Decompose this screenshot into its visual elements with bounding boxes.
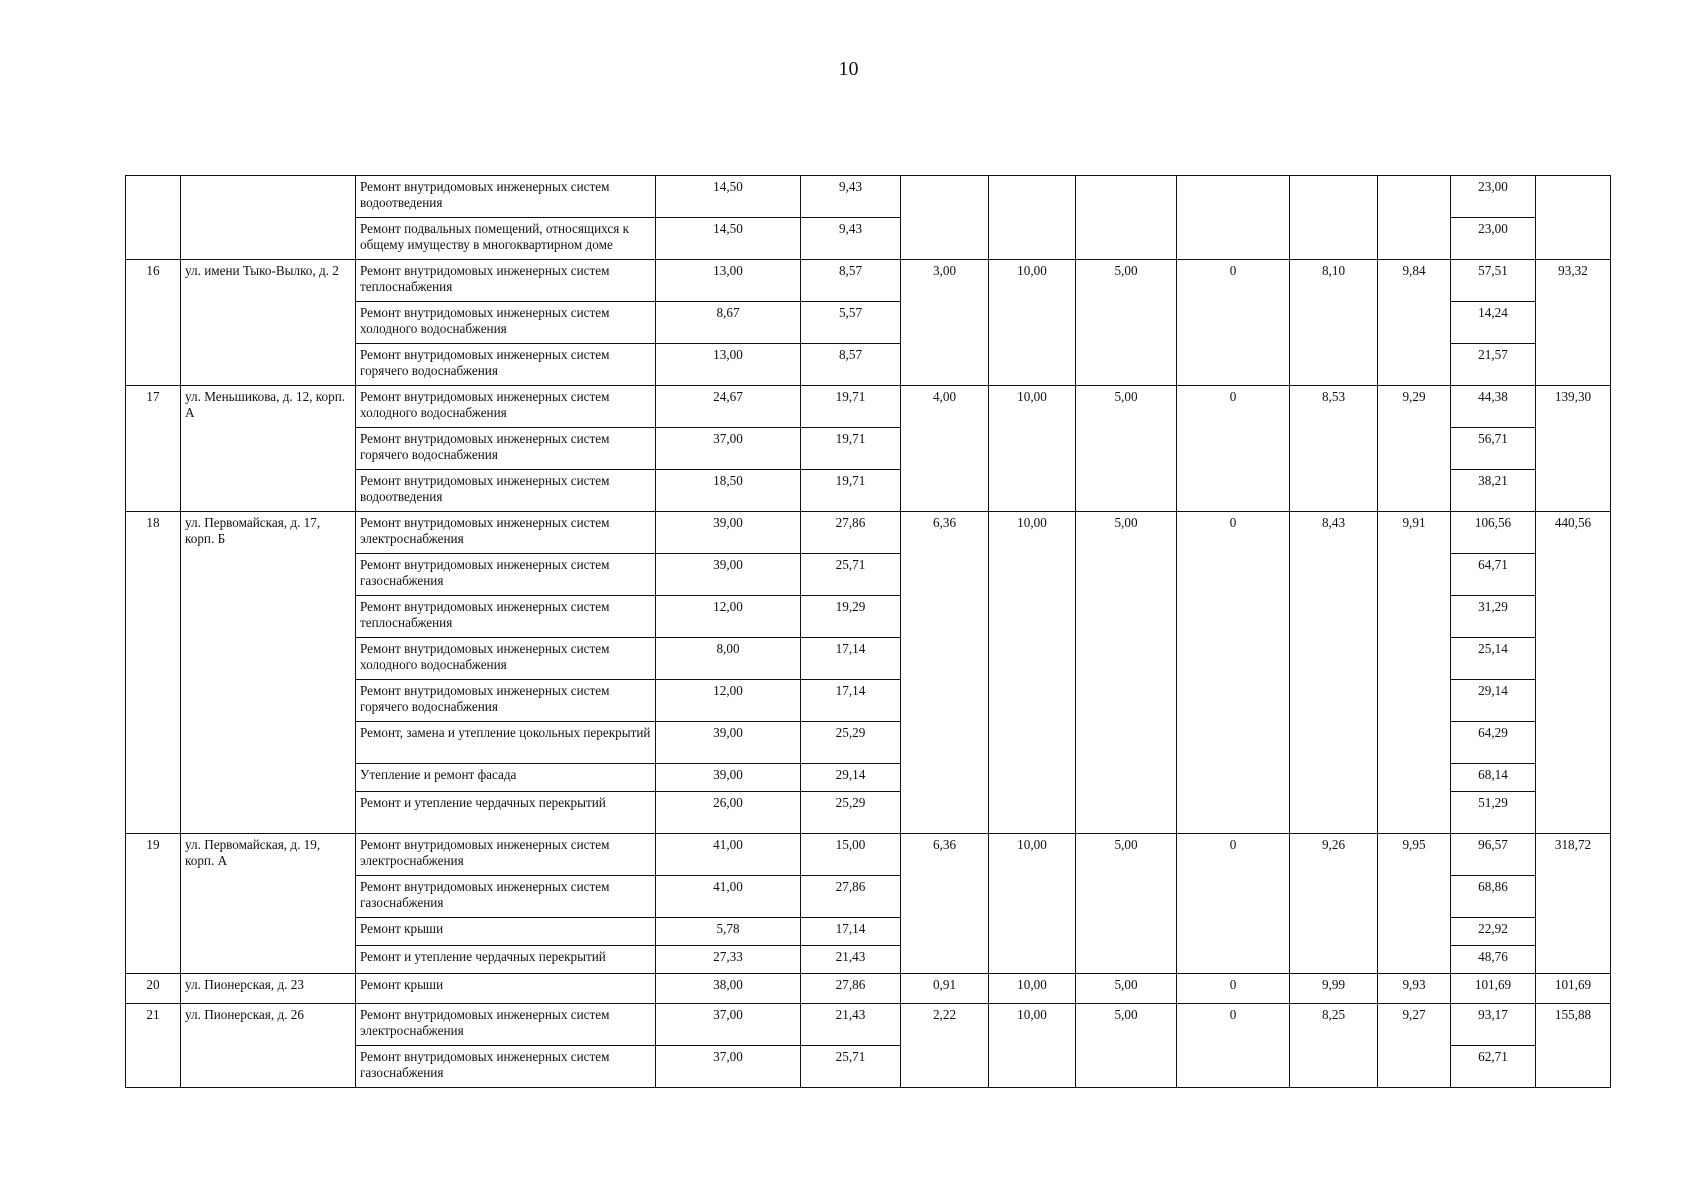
value-cell-2: 21,43 — [801, 946, 901, 974]
value-cell-1: 39,00 — [656, 554, 801, 596]
shared-value-col9: 9,26 — [1290, 834, 1378, 974]
shared-value-col7: 5,00 — [1076, 1004, 1177, 1088]
shared-value-col8: 0 — [1177, 1004, 1290, 1088]
row-sum-cell: 25,14 — [1451, 638, 1536, 680]
shared-value-col8: 0 — [1177, 834, 1290, 974]
value-cell-1: 8,67 — [656, 302, 801, 344]
row-sum-cell: 38,21 — [1451, 470, 1536, 512]
work-type-cell: Ремонт внутридомовых инженерных систем горячего водоснабжения — [356, 680, 656, 722]
work-type-cell: Ремонт внутридомовых инженерных систем теплоснабжения — [356, 260, 656, 302]
value-cell-2: 19,71 — [801, 386, 901, 428]
table-body — [126, 176, 1611, 1088]
row-sum-cell: 21,57 — [1451, 344, 1536, 386]
work-type-cell: Ремонт внутридомовых инженерных систем газоснабжения — [356, 1046, 656, 1088]
shared-value-col8: 0 — [1177, 512, 1290, 834]
row-sum-cell: 23,00 — [1451, 218, 1536, 260]
row-sum-cell: 48,76 — [1451, 946, 1536, 974]
table-row — [126, 834, 1611, 876]
shared-value-col6: 10,00 — [989, 1004, 1076, 1088]
value-cell-2: 25,71 — [801, 1046, 901, 1088]
row-sum-cell: 31,29 — [1451, 596, 1536, 638]
shared-value-col5: 6,36 — [901, 512, 989, 834]
value-cell-1: 39,00 — [656, 722, 801, 764]
value-cell-1: 12,00 — [656, 596, 801, 638]
address-cell: ул. Пионерская, д. 23 — [181, 974, 356, 1004]
value-cell-1: 18,50 — [656, 470, 801, 512]
shared-value-col9: 9,99 — [1290, 974, 1378, 1004]
shared-value-col9 — [1290, 176, 1378, 260]
table-row — [126, 176, 1611, 218]
total-cell: 318,72 — [1536, 834, 1611, 974]
work-type-cell: Ремонт внутридомовых инженерных систем газоснабжения — [356, 876, 656, 918]
row-sum-cell: 68,14 — [1451, 764, 1536, 792]
address-cell: ул. Меньшикова, д. 12, корп. А — [181, 386, 356, 512]
row-sum-cell: 29,14 — [1451, 680, 1536, 722]
value-cell-1: 26,00 — [656, 792, 801, 834]
value-cell-1: 37,00 — [656, 428, 801, 470]
shared-value-col7: 5,00 — [1076, 386, 1177, 512]
value-cell-1: 13,00 — [656, 260, 801, 302]
row-sum-cell: 51,29 — [1451, 792, 1536, 834]
item-number-cell: 20 — [126, 974, 181, 1004]
row-sum-cell: 14,24 — [1451, 302, 1536, 344]
row-sum-cell: 56,71 — [1451, 428, 1536, 470]
table-row — [126, 260, 1611, 302]
value-cell-2: 8,57 — [801, 260, 901, 302]
value-cell-2: 17,14 — [801, 638, 901, 680]
value-cell-2: 9,43 — [801, 176, 901, 218]
address-cell: ул. Первомайская, д. 19, корп. А — [181, 834, 356, 974]
shared-value-col7: 5,00 — [1076, 974, 1177, 1004]
total-cell: 101,69 — [1536, 974, 1611, 1004]
shared-value-col10: 9,29 — [1378, 386, 1451, 512]
value-cell-1: 37,00 — [656, 1004, 801, 1046]
work-type-cell: Ремонт, замена и утепление цокольных перекрытий — [356, 722, 656, 764]
shared-value-col6: 10,00 — [989, 834, 1076, 974]
value-cell-1: 39,00 — [656, 764, 801, 792]
value-cell-1: 37,00 — [656, 1046, 801, 1088]
row-sum-cell: 57,51 — [1451, 260, 1536, 302]
address-cell: ул. Пионерская, д. 26 — [181, 1004, 356, 1088]
value-cell-1: 13,00 — [656, 344, 801, 386]
row-sum-cell: 23,00 — [1451, 176, 1536, 218]
row-sum-cell: 93,17 — [1451, 1004, 1536, 1046]
shared-value-col8: 0 — [1177, 974, 1290, 1004]
value-cell-1: 39,00 — [656, 512, 801, 554]
work-type-cell: Утепление и ремонт фасада — [356, 764, 656, 792]
address-cell: ул. Первомайская, д. 17, корп. Б — [181, 512, 356, 834]
work-type-cell: Ремонт внутридомовых инженерных систем холодного водоснабжения — [356, 302, 656, 344]
value-cell-2: 19,71 — [801, 428, 901, 470]
shared-value-col5 — [901, 176, 989, 260]
shared-value-col10: 9,95 — [1378, 834, 1451, 974]
table-row — [126, 512, 1611, 554]
value-cell-1: 41,00 — [656, 834, 801, 876]
shared-value-col7: 5,00 — [1076, 260, 1177, 386]
value-cell-2: 19,71 — [801, 470, 901, 512]
value-cell-1: 14,50 — [656, 218, 801, 260]
item-number-cell: 17 — [126, 386, 181, 512]
value-cell-1: 27,33 — [656, 946, 801, 974]
shared-value-col6: 10,00 — [989, 974, 1076, 1004]
shared-value-col5: 0,91 — [901, 974, 989, 1004]
value-cell-2: 21,43 — [801, 1004, 901, 1046]
value-cell-2: 8,57 — [801, 344, 901, 386]
value-cell-1: 5,78 — [656, 918, 801, 946]
item-number-cell: 16 — [126, 260, 181, 386]
row-sum-cell: 64,29 — [1451, 722, 1536, 764]
table-row — [126, 1004, 1611, 1046]
work-type-cell: Ремонт внутридомовых инженерных систем горячего водоснабжения — [356, 344, 656, 386]
value-cell-2: 27,86 — [801, 876, 901, 918]
shared-value-col10: 9,84 — [1378, 260, 1451, 386]
row-sum-cell: 96,57 — [1451, 834, 1536, 876]
shared-value-col7: 5,00 — [1076, 834, 1177, 974]
shared-value-col6: 10,00 — [989, 260, 1076, 386]
work-type-cell: Ремонт и утепление чердачных перекрытий — [356, 946, 656, 974]
value-cell-1: 38,00 — [656, 974, 801, 1004]
value-cell-2: 29,14 — [801, 764, 901, 792]
value-cell-2: 17,14 — [801, 680, 901, 722]
total-cell — [1536, 176, 1611, 260]
shared-value-col10 — [1378, 176, 1451, 260]
total-cell: 139,30 — [1536, 386, 1611, 512]
shared-value-col8: 0 — [1177, 260, 1290, 386]
shared-value-col5: 2,22 — [901, 1004, 989, 1088]
work-type-cell: Ремонт внутридомовых инженерных систем водоотведения — [356, 470, 656, 512]
shared-value-col5: 4,00 — [901, 386, 989, 512]
row-sum-cell: 44,38 — [1451, 386, 1536, 428]
value-cell-1: 24,67 — [656, 386, 801, 428]
repair-schedule-table — [125, 175, 1611, 1088]
work-type-cell: Ремонт внутридомовых инженерных систем холодного водоснабжения — [356, 386, 656, 428]
table-row — [126, 386, 1611, 428]
table-row — [126, 974, 1611, 1004]
shared-value-col10: 9,93 — [1378, 974, 1451, 1004]
item-number-cell: 21 — [126, 1004, 181, 1088]
shared-value-col5: 3,00 — [901, 260, 989, 386]
value-cell-1: 41,00 — [656, 876, 801, 918]
row-sum-cell: 64,71 — [1451, 554, 1536, 596]
shared-value-col9: 8,10 — [1290, 260, 1378, 386]
row-sum-cell: 22,92 — [1451, 918, 1536, 946]
item-number-cell: 19 — [126, 834, 181, 974]
item-number-cell — [126, 176, 181, 260]
shared-value-col10: 9,27 — [1378, 1004, 1451, 1088]
value-cell-1: 14,50 — [656, 176, 801, 218]
value-cell-2: 19,29 — [801, 596, 901, 638]
work-type-cell: Ремонт крыши — [356, 918, 656, 946]
shared-value-col9: 8,43 — [1290, 512, 1378, 834]
row-sum-cell: 106,56 — [1451, 512, 1536, 554]
value-cell-2: 5,57 — [801, 302, 901, 344]
row-sum-cell: 101,69 — [1451, 974, 1536, 1004]
value-cell-2: 27,86 — [801, 974, 901, 1004]
page-number: 10 — [838, 58, 859, 80]
value-cell-2: 9,43 — [801, 218, 901, 260]
value-cell-2: 15,00 — [801, 834, 901, 876]
value-cell-2: 25,29 — [801, 792, 901, 834]
shared-value-col6: 10,00 — [989, 512, 1076, 834]
work-type-cell: Ремонт подвальных помещений, относящихся к общему имуществу в многоквартирном доме — [356, 218, 656, 260]
shared-value-col7 — [1076, 176, 1177, 260]
work-type-cell: Ремонт внутридомовых инженерных систем электроснабжения — [356, 834, 656, 876]
work-type-cell: Ремонт внутридомовых инженерных систем водоотведения — [356, 176, 656, 218]
item-number-cell: 18 — [126, 512, 181, 834]
work-type-cell: Ремонт и утепление чердачных перекрытий — [356, 792, 656, 834]
work-type-cell: Ремонт внутридомовых инженерных систем горячего водоснабжения — [356, 428, 656, 470]
work-type-cell: Ремонт крыши — [356, 974, 656, 1004]
shared-value-col9: 8,53 — [1290, 386, 1378, 512]
total-cell: 155,88 — [1536, 1004, 1611, 1088]
shared-value-col8: 0 — [1177, 386, 1290, 512]
shared-value-col7: 5,00 — [1076, 512, 1177, 834]
row-sum-cell: 68,86 — [1451, 876, 1536, 918]
row-sum-cell: 62,71 — [1451, 1046, 1536, 1088]
work-type-cell: Ремонт внутридомовых инженерных систем электроснабжения — [356, 512, 656, 554]
value-cell-2: 17,14 — [801, 918, 901, 946]
shared-value-col5: 6,36 — [901, 834, 989, 974]
value-cell-1: 12,00 — [656, 680, 801, 722]
value-cell-2: 25,71 — [801, 554, 901, 596]
address-cell — [181, 176, 356, 260]
shared-value-col6 — [989, 176, 1076, 260]
shared-value-col6: 10,00 — [989, 386, 1076, 512]
shared-value-col10: 9,91 — [1378, 512, 1451, 834]
work-type-cell: Ремонт внутридомовых инженерных систем газоснабжения — [356, 554, 656, 596]
value-cell-1: 8,00 — [656, 638, 801, 680]
work-type-cell: Ремонт внутридомовых инженерных систем теплоснабжения — [356, 596, 656, 638]
work-type-cell: Ремонт внутридомовых инженерных систем электроснабжения — [356, 1004, 656, 1046]
work-type-cell: Ремонт внутридомовых инженерных систем холодного водоснабжения — [356, 638, 656, 680]
shared-value-col8 — [1177, 176, 1290, 260]
value-cell-2: 27,86 — [801, 512, 901, 554]
total-cell: 440,56 — [1536, 512, 1611, 834]
shared-value-col9: 8,25 — [1290, 1004, 1378, 1088]
value-cell-2: 25,29 — [801, 722, 901, 764]
address-cell: ул. имени Тыко-Вылко, д. 2 — [181, 260, 356, 386]
total-cell: 93,32 — [1536, 260, 1611, 386]
